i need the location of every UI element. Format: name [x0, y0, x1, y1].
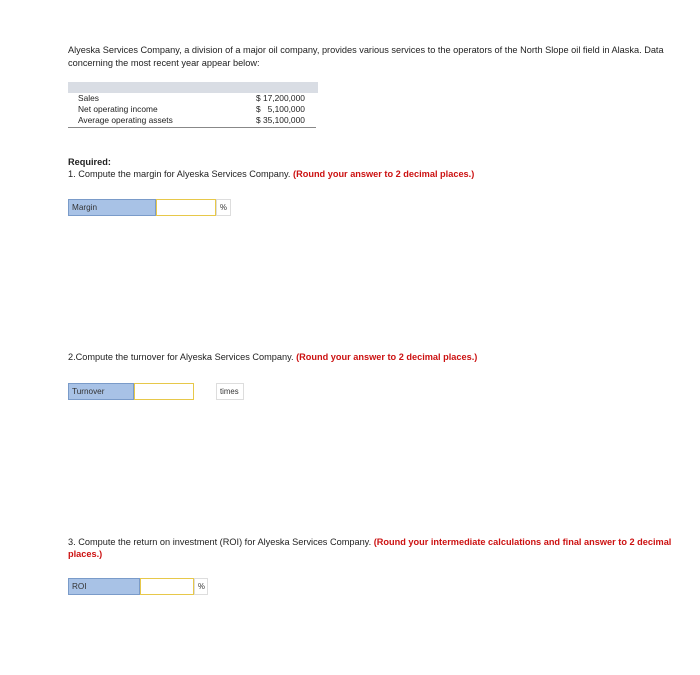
row-label: Average operating assets — [78, 115, 173, 125]
rounding-hint: (Round your answer to 2 decimal places.) — [296, 352, 478, 362]
turnover-input[interactable] — [134, 383, 194, 400]
company-data-table — [68, 82, 318, 128]
turnover-label: Turnover — [68, 383, 134, 400]
table-row — [68, 93, 318, 104]
problem-intro: Alyeska Services Company, a division of a major oil company, provides various services to the operators of the North Slope oil field in Alaska. Data concerning the most recent year appear below: — [68, 45, 664, 68]
rounding-hint: (Round your intermediate calculations and final answer to 2 decimal places.) — [68, 537, 672, 559]
row-value: $ 35,100,000 — [256, 115, 305, 125]
roi-unit: % — [194, 578, 208, 595]
question-prompt: 1. Compute the margin for Alyeska Services Company. — [68, 169, 291, 179]
question-2 — [68, 351, 688, 363]
row-label: Sales — [78, 93, 99, 103]
question-text — [68, 168, 688, 180]
margin-unit: % — [216, 199, 231, 216]
row-value: $ 5,100,000 — [256, 104, 305, 114]
roi-label: ROI — [68, 578, 140, 595]
question-prompt: 2.Compute the turnover for Alyeska Services Company. — [68, 352, 294, 362]
row-value: $ 17,200,000 — [256, 93, 305, 103]
table-row — [68, 115, 318, 126]
question-3 — [68, 536, 688, 560]
table-header-bar — [68, 82, 318, 93]
roi-input[interactable] — [140, 578, 194, 595]
question-1 — [68, 156, 688, 180]
table-row — [68, 104, 318, 115]
required-heading: Required: — [68, 157, 111, 167]
margin-input[interactable] — [156, 199, 216, 216]
turnover-unit: times — [216, 383, 244, 400]
row-label: Net operating income — [78, 104, 158, 114]
table-divider — [68, 126, 316, 128]
margin-label: Margin — [68, 199, 156, 216]
rounding-hint: (Round your answer to 2 decimal places.) — [293, 169, 475, 179]
question-prompt: 3. Compute the return on investment (ROI) for Alyeska Services Company. — [68, 537, 372, 547]
